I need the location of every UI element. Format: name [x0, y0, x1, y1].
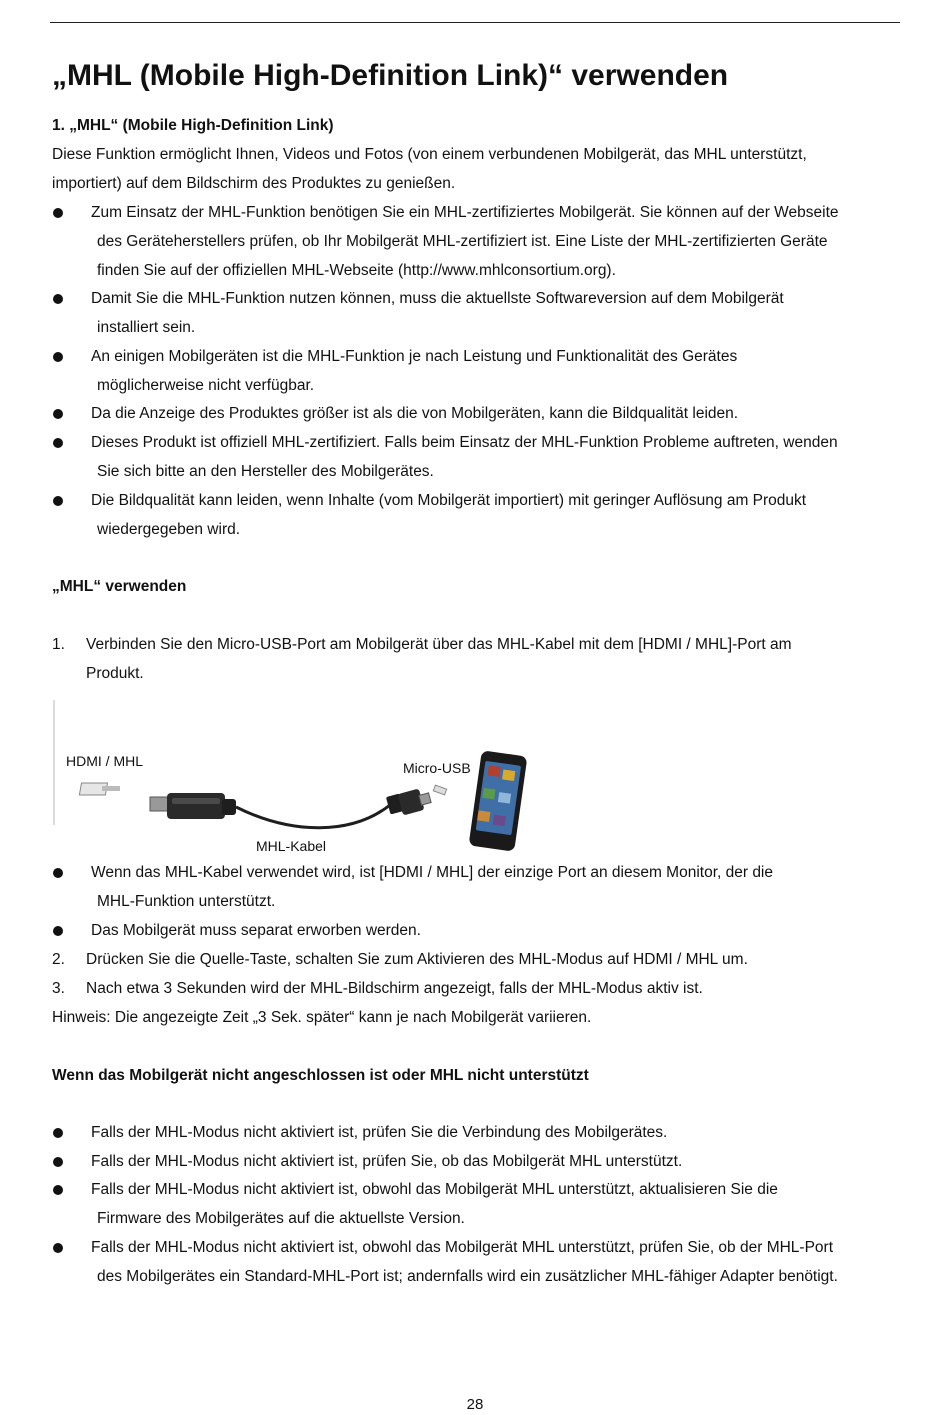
bullet-icon — [53, 1128, 63, 1138]
bullet-text: Das Mobilgerät muss separat erworben werden. — [91, 922, 421, 939]
bullet-text: Damit Sie die MHL-Funktion nutzen können, muss die aktuellste Softwareversion auf dem Mobilgerät — [91, 290, 784, 307]
bullet-icon — [53, 1185, 63, 1195]
micro-usb-port-icon — [433, 785, 446, 795]
bullet-text: Falls der MHL-Modus nicht aktiviert ist, obwohl das Mobilgerät MHL unterstützt, prüfen Sie, ob der MHL-Port — [91, 1239, 834, 1256]
section-heading-mhl: 1. „MHL“ (Mobile High-Definition Link) — [52, 117, 334, 134]
bullet-text: Die Bildqualität kann leiden, wenn Inhalte (vom Mobilgerät importiert) mit geringer Auflösung am Produkt — [91, 492, 807, 509]
section-heading-use-mhl: „MHL“ verwenden — [52, 578, 187, 595]
bullet-text: Dieses Produkt ist offiziell MHL-zertifiziert. Falls beim Einsatz der MHL-Funktion Probleme auftreten, wenden — [91, 434, 838, 451]
intro-line: Diese Funktion ermöglicht Ihnen, Videos und Fotos (von einem verbundenen Mobilgerät, das MHL unterstützt, — [52, 146, 807, 163]
bullet-icon — [53, 352, 63, 362]
step-number: 2. — [52, 951, 65, 968]
intro-line: importiert) auf dem Bildschirm des Produktes zu genießen. — [52, 175, 456, 192]
bullet-text: des Geräteherstellers prüfen, ob Ihr Mobilgerät MHL-zertifiziert ist. Eine Liste der MHL-zertifizierten Geräte — [97, 233, 828, 250]
step-text: Nach etwa 3 Sekunden wird der MHL-Bildschirm angezeigt, falls der MHL-Modus aktiv ist. — [86, 980, 703, 997]
bullet-text: wiedergegeben wird. — [97, 521, 241, 538]
smartphone-icon — [469, 750, 528, 851]
step-text: Produkt. — [86, 665, 144, 682]
bullet-text: finden Sie auf der offiziellen MHL-Webseite (http://www.mhlconsortium.org). — [97, 262, 616, 279]
bullet-icon — [53, 208, 63, 218]
bullet-icon — [53, 438, 63, 448]
bullet-text: Firmware des Mobilgerätes auf die aktuellste Version. — [97, 1210, 465, 1227]
micro-usb-label: Micro-USB — [403, 760, 471, 776]
step-text: Drücken Sie die Quelle-Taste, schalten Sie zum Aktivieren des MHL-Modus auf HDMI / MHL um. — [86, 951, 748, 968]
bullet-icon — [53, 926, 63, 936]
bullet-text: Da die Anzeige des Produktes größer ist als die von Mobilgeräten, kann die Bildqualität leiden. — [91, 405, 739, 422]
bullet-text: MHL-Funktion unterstützt. — [97, 893, 276, 910]
step-number: 1. — [52, 636, 65, 653]
bullet-text: Zum Einsatz der MHL-Funktion benötigen Sie ein MHL-zertifiziertes Mobilgerät. Sie können auf der Webseite — [91, 204, 839, 221]
bullet-text: Sie sich bitte an den Hersteller des Mobilgerätes. — [97, 463, 434, 480]
bullet-text: möglicherweise nicht verfügbar. — [97, 377, 315, 394]
step-number: 3. — [52, 980, 65, 997]
bullet-icon — [53, 1243, 63, 1253]
bullet-icon — [53, 1157, 63, 1167]
bullet-icon — [53, 496, 63, 506]
hdmi-port-icon — [79, 783, 120, 795]
bullet-icon — [53, 868, 63, 878]
hdmi-plug-icon — [150, 793, 236, 819]
micro-usb-plug-icon — [386, 789, 431, 816]
step-text: Verbinden Sie den Micro-USB-Port am Mobilgerät über das MHL-Kabel mit dem [HDMI / MHL]-Port am — [86, 636, 792, 653]
page-number: 28 — [466, 1396, 484, 1413]
bullet-text: Wenn das MHL-Kabel verwendet wird, ist [HDMI / MHL] der einzige Port an diesem Monitor, der die — [91, 864, 773, 881]
bullet-text: installiert sein. — [97, 319, 196, 336]
section-heading-troubleshooting: Wenn das Mobilgerät nicht angeschlossen ist oder MHL nicht unterstützt — [52, 1067, 589, 1084]
bullet-text: An einigen Mobilgeräten ist die MHL-Funktion je nach Leistung und Funktionalität des Gerätes — [91, 348, 738, 365]
page-title: „MHL (Mobile High-Definition Link)“ verwenden — [52, 59, 729, 92]
bullet-text: Falls der MHL-Modus nicht aktiviert ist, prüfen Sie die Verbindung des Mobilgerätes. — [91, 1124, 668, 1141]
bullet-icon — [53, 294, 63, 304]
bullet-text: Falls der MHL-Modus nicht aktiviert ist, prüfen Sie, ob das Mobilgerät MHL unterstützt. — [91, 1153, 683, 1170]
top-rule — [50, 22, 900, 23]
mhl-cable-label: MHL-Kabel — [256, 838, 327, 854]
mhl-connection-figure — [52, 695, 532, 860]
bullet-text: des Mobilgerätes ein Standard-MHL-Port ist; andernfalls wird ein zusätzlicher MHL-fähiger Adapter benötigt. — [97, 1268, 838, 1285]
hdmi-mhl-label: HDMI / MHL — [66, 753, 143, 769]
bullet-text: Falls der MHL-Modus nicht aktiviert ist, obwohl das Mobilgerät MHL unterstützt, aktualisieren Sie die — [91, 1181, 778, 1198]
note-text: Hinweis: Die angezeigte Zeit „3 Sek. später“ kann je nach Mobilgerät variieren. — [52, 1009, 592, 1026]
bullet-icon — [53, 409, 63, 419]
